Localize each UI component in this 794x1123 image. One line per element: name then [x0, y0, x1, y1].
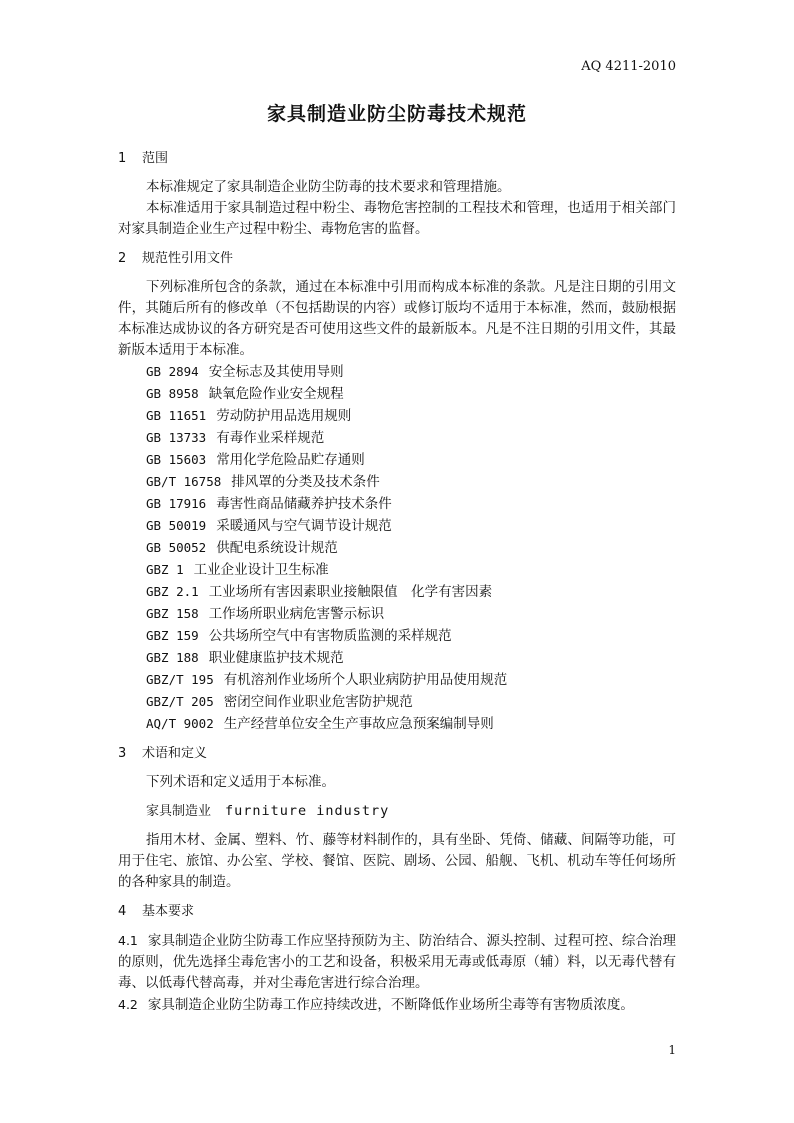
reference-code: GB 11651	[146, 408, 207, 423]
reference-name: 劳动防护用品选用规则	[216, 408, 352, 424]
standard-code: AQ 4211-2010	[581, 59, 676, 74]
term-english: furniture industry	[225, 803, 390, 819]
section-heading	[118, 248, 676, 269]
reference-code: GBZ 2.1	[146, 584, 199, 599]
reference-item	[146, 493, 676, 515]
clause-text: 家具制造企业防尘防毒工作应持续改进，不断降低作业场所尘毒等有害物质浓度。	[147, 997, 634, 1013]
paragraph: 下列术语和定义适用于本标准。	[146, 774, 335, 790]
reference-code: GB 50019	[146, 518, 207, 533]
reference-code: GBZ 159	[146, 628, 199, 643]
page-title: 家具制造业防尘防毒技术规范	[266, 103, 527, 125]
reference-code: GB 13733	[146, 430, 207, 445]
section-number: 2	[118, 251, 127, 266]
reference-name: 有机溶剂作业场所个人职业病防护用品使用规范	[223, 672, 508, 688]
reference-code: AQ/T 9002	[146, 716, 214, 731]
reference-item	[146, 603, 676, 625]
reference-list	[118, 361, 676, 735]
reference-name: 工业企业设计卫生标准	[193, 562, 329, 578]
section-terms-and-definitions	[118, 743, 676, 893]
reference-item	[146, 669, 676, 691]
section-number: 4	[118, 904, 127, 919]
section-heading	[118, 148, 676, 169]
reference-name: 采暖通风与空气调节设计规范	[216, 518, 392, 534]
section-title: 范围	[142, 151, 169, 166]
term-entry	[146, 801, 676, 822]
section-heading	[118, 901, 676, 922]
document-body	[118, 148, 676, 1024]
reference-code: GBZ/T 195	[146, 672, 214, 687]
reference-item	[146, 625, 676, 647]
reference-name: 供配电系统设计规范	[216, 540, 338, 556]
section-number: 3	[118, 746, 127, 761]
term-chinese: 家具制造业	[146, 804, 212, 819]
reference-item	[146, 427, 676, 449]
paragraph: 本标准规定了家具制造企业防尘防毒的技术要求和管理措施。	[146, 179, 511, 195]
reference-code: GBZ 188	[146, 650, 199, 665]
section-title: 术语和定义	[142, 746, 208, 761]
clause-4-2	[118, 994, 676, 1016]
reference-name: 职业健康监护技术规范	[208, 650, 344, 666]
term-definition: 指用木材、金属、塑料、竹、藤等材料制作的，具有坐卧、凭倚、储藏、间隔等功能，可用于住宅、旅馆、办公室、学校、餐馆、医院、剧场、公园、船舰、飞机、机动车等任何场所的各种家具的制造。	[118, 832, 676, 890]
reference-item	[146, 713, 676, 735]
paragraph: 下列标准所包含的条款，通过在本标准中引用而构成本标准的条款。凡是注日期的引用文件，其随后所有的修改单（不包括勘误的内容）或修订版均不适用于本标准，然而，鼓励根据本标准达成协议的各方研究是否可使用这些文件的最新版本。凡是不注日期的引用文件，其最新版本适用于本标准。	[118, 279, 676, 358]
reference-item	[146, 515, 676, 537]
section-basic-requirements	[118, 901, 676, 1016]
reference-name: 公共场所空气中有害物质监测的采样规范	[208, 628, 452, 644]
reference-name: 安全标志及其使用导则	[208, 364, 344, 380]
reference-name: 毒害性商品储藏养护技术条件	[216, 496, 392, 512]
reference-item	[146, 581, 676, 603]
reference-code: GBZ/T 205	[146, 694, 214, 709]
reference-item	[146, 383, 676, 405]
section-normative-references	[118, 248, 676, 735]
clause-number: 4.2	[118, 997, 138, 1012]
reference-name: 缺氧危险作业安全规程	[208, 386, 344, 402]
reference-item	[146, 537, 676, 559]
reference-item	[146, 471, 676, 493]
paragraph: 本标准适用于家具制造过程中粉尘、毒物危害控制的工程技术和管理，也适用于相关部门对家具制造企业生产过程中粉尘、毒物危害的监督。	[118, 200, 676, 237]
clause-text: 家具制造企业防尘防毒工作应坚持预防为主、防治结合、源头控制、过程可控、综合治理的原则，优先选择尘毒危害小的工艺和设备，积极采用无毒或低毒原（辅）料，以无毒代替有毒、以低毒代替高毒，并对尘毒危害进行综合治理。	[118, 933, 676, 991]
reference-name: 工作场所职业病危害警示标识	[208, 606, 385, 622]
reference-code: GBZ 1	[146, 562, 184, 577]
section-number: 1	[118, 151, 127, 166]
reference-code: GB 2894	[146, 364, 199, 379]
section-title: 基本要求	[142, 904, 195, 919]
reference-code: GB/T 16758	[146, 474, 222, 489]
reference-item	[146, 647, 676, 669]
reference-code: GBZ 158	[146, 606, 199, 621]
reference-code: GB 8958	[146, 386, 199, 401]
page-number: 1	[668, 1043, 676, 1057]
reference-name: 工业场所有害因素职业接触限值 化学有害因素	[208, 584, 493, 600]
reference-code: GB 17916	[146, 496, 207, 511]
reference-name: 有毒作业采样规范	[216, 430, 325, 446]
reference-name: 生产经营单位安全生产事故应急预案编制导则	[223, 716, 494, 732]
reference-code: GB 50052	[146, 540, 207, 555]
reference-item	[146, 405, 676, 427]
clause-4-1	[118, 930, 676, 994]
reference-code: GB 15603	[146, 452, 207, 467]
reference-item	[146, 691, 676, 713]
reference-name: 密闭空间作业职业危害防护规范	[223, 694, 413, 710]
section-heading	[118, 743, 676, 764]
reference-name: 排风罩的分类及技术条件	[231, 474, 380, 490]
reference-item	[146, 559, 676, 581]
reference-name: 常用化学危险品贮存通则	[216, 452, 365, 468]
reference-item	[146, 361, 676, 383]
section-title: 规范性引用文件	[142, 251, 234, 266]
clause-number: 4.1	[118, 933, 138, 948]
section-scope	[118, 148, 676, 240]
reference-item	[146, 449, 676, 471]
